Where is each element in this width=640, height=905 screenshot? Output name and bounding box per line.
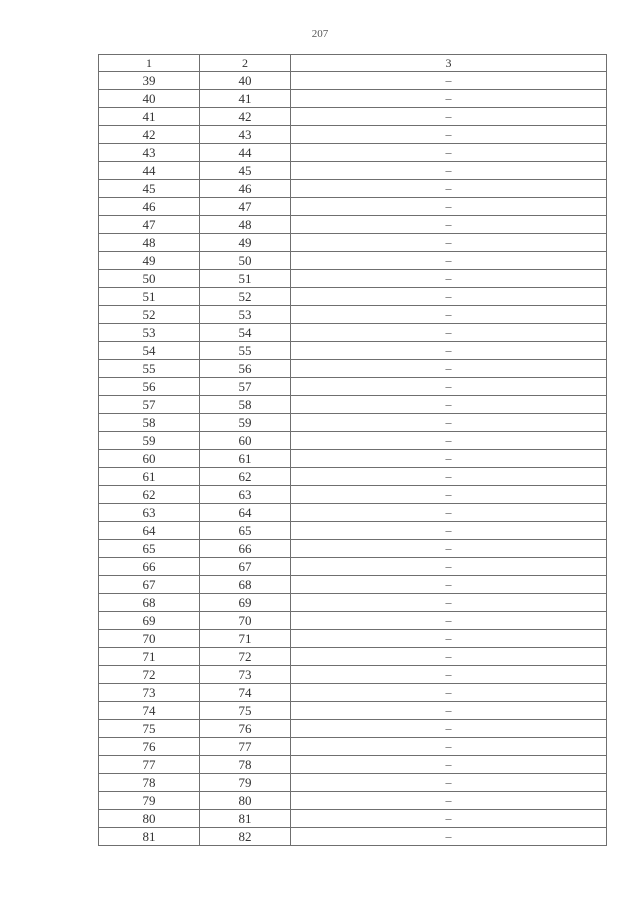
table-row: [99, 414, 607, 432]
column-header-1: 1: [99, 55, 200, 72]
table-cell-col-2: 46: [200, 180, 291, 198]
table-cell-col-2: 64: [200, 504, 291, 522]
table-cell-col-2: 45: [200, 162, 291, 180]
table-row: [99, 324, 607, 342]
table-cell-col-2: 63: [200, 486, 291, 504]
table-cell-col-3: –: [291, 378, 607, 396]
table-cell-col-1: 80: [99, 810, 200, 828]
table-row: [99, 216, 607, 234]
table-cell-col-2: 54: [200, 324, 291, 342]
table-cell-col-3: –: [291, 558, 607, 576]
table-cell-col-1: 44: [99, 162, 200, 180]
table-cell-col-2: 77: [200, 738, 291, 756]
table-cell-col-1: 71: [99, 648, 200, 666]
table-cell-col-1: 76: [99, 738, 200, 756]
page-number: 207: [311, 28, 329, 40]
table-cell-col-3: –: [291, 720, 607, 738]
table-cell-col-2: 70: [200, 612, 291, 630]
table-cell-col-2: 72: [200, 648, 291, 666]
table-cell-col-1: 49: [99, 252, 200, 270]
table-cell-col-2: 58: [200, 396, 291, 414]
table-cell-col-3: –: [291, 576, 607, 594]
table-cell-col-2: 60: [200, 432, 291, 450]
table-row: [99, 558, 607, 576]
table-cell-col-1: 62: [99, 486, 200, 504]
table-cell-col-1: 59: [99, 432, 200, 450]
table-header-row: [99, 55, 607, 72]
table-cell-col-2: 41: [200, 90, 291, 108]
table-cell-col-3: –: [291, 360, 607, 378]
table-cell-col-1: 41: [99, 108, 200, 126]
table-cell-col-1: 57: [99, 396, 200, 414]
table-cell-col-3: –: [291, 324, 607, 342]
table-cell-col-3: –: [291, 252, 607, 270]
table-cell-col-1: 65: [99, 540, 200, 558]
table-cell-col-2: 57: [200, 378, 291, 396]
table-cell-col-2: 55: [200, 342, 291, 360]
table-cell-col-3: –: [291, 684, 607, 702]
table-cell-col-1: 53: [99, 324, 200, 342]
table-row: [99, 720, 607, 738]
table-row: [99, 522, 607, 540]
table-cell-col-3: –: [291, 702, 607, 720]
table-cell-col-3: –: [291, 468, 607, 486]
table-cell-col-1: 70: [99, 630, 200, 648]
table-row: [99, 540, 607, 558]
table-cell-col-3: –: [291, 594, 607, 612]
table-cell-col-3: –: [291, 828, 607, 846]
table-cell-col-2: 44: [200, 144, 291, 162]
table-cell-col-1: 68: [99, 594, 200, 612]
table-cell-col-1: 50: [99, 270, 200, 288]
table-cell-col-1: 79: [99, 792, 200, 810]
table-cell-col-2: 69: [200, 594, 291, 612]
table-row: [99, 396, 607, 414]
table-cell-col-2: 75: [200, 702, 291, 720]
table-cell-col-1: 61: [99, 468, 200, 486]
table-cell-col-2: 68: [200, 576, 291, 594]
table-row: [99, 162, 607, 180]
table-row: [99, 684, 607, 702]
table-cell-col-2: 62: [200, 468, 291, 486]
table-cell-col-3: –: [291, 666, 607, 684]
table-cell-col-1: 40: [99, 90, 200, 108]
table-row: [99, 450, 607, 468]
table-row: [99, 594, 607, 612]
table-cell-col-2: 76: [200, 720, 291, 738]
table-cell-col-3: –: [291, 126, 607, 144]
table-cell-col-2: 53: [200, 306, 291, 324]
table-cell-col-3: –: [291, 738, 607, 756]
table-cell-col-3: –: [291, 342, 607, 360]
table-cell-col-1: 55: [99, 360, 200, 378]
table-cell-col-3: –: [291, 648, 607, 666]
table-row: [99, 288, 607, 306]
table-row: [99, 468, 607, 486]
table-cell-col-2: 74: [200, 684, 291, 702]
table-row: [99, 756, 607, 774]
table-cell-col-3: –: [291, 198, 607, 216]
table-cell-col-3: –: [291, 396, 607, 414]
table-row: [99, 666, 607, 684]
table-cell-col-2: 78: [200, 756, 291, 774]
table-row: [99, 630, 607, 648]
table-cell-col-2: 71: [200, 630, 291, 648]
table-row: [99, 792, 607, 810]
table-cell-col-3: –: [291, 72, 607, 90]
table-cell-col-1: 73: [99, 684, 200, 702]
table-row: [99, 486, 607, 504]
table-cell-col-3: –: [291, 792, 607, 810]
table-cell-col-3: –: [291, 432, 607, 450]
data-table: [98, 54, 607, 846]
table-cell-col-1: 66: [99, 558, 200, 576]
table-cell-col-1: 78: [99, 774, 200, 792]
column-header-3: 3: [291, 55, 607, 72]
table-row: [99, 504, 607, 522]
table-cell-col-1: 45: [99, 180, 200, 198]
table-row: [99, 144, 607, 162]
table-cell-col-3: –: [291, 270, 607, 288]
table-cell-col-3: –: [291, 162, 607, 180]
table-cell-col-2: 42: [200, 108, 291, 126]
table-cell-col-2: 48: [200, 216, 291, 234]
table-row: [99, 342, 607, 360]
table-cell-col-3: –: [291, 414, 607, 432]
table-cell-col-2: 50: [200, 252, 291, 270]
column-header-2: 2: [200, 55, 291, 72]
table-cell-col-2: 82: [200, 828, 291, 846]
table-cell-col-1: 74: [99, 702, 200, 720]
table-row: [99, 252, 607, 270]
table-cell-col-1: 69: [99, 612, 200, 630]
table-cell-col-1: 51: [99, 288, 200, 306]
table-cell-col-3: –: [291, 234, 607, 252]
table-body: [99, 72, 607, 846]
table-row: [99, 810, 607, 828]
table-cell-col-1: 47: [99, 216, 200, 234]
table-row: [99, 576, 607, 594]
table-cell-col-1: 54: [99, 342, 200, 360]
table-cell-col-2: 61: [200, 450, 291, 468]
table-cell-col-3: –: [291, 612, 607, 630]
table-cell-col-3: –: [291, 288, 607, 306]
table-cell-col-2: 40: [200, 72, 291, 90]
table-row: [99, 108, 607, 126]
table-cell-col-2: 43: [200, 126, 291, 144]
table-cell-col-3: –: [291, 810, 607, 828]
table-cell-col-1: 42: [99, 126, 200, 144]
table-cell-col-1: 77: [99, 756, 200, 774]
table-cell-col-3: –: [291, 486, 607, 504]
table-row: [99, 774, 607, 792]
table-cell-col-3: –: [291, 774, 607, 792]
table-cell-col-3: –: [291, 90, 607, 108]
table-cell-col-1: 60: [99, 450, 200, 468]
table-cell-col-2: 66: [200, 540, 291, 558]
table-cell-col-1: 48: [99, 234, 200, 252]
table-cell-col-2: 79: [200, 774, 291, 792]
table-cell-col-1: 58: [99, 414, 200, 432]
table-cell-col-3: –: [291, 450, 607, 468]
table-cell-col-1: 52: [99, 306, 200, 324]
table-row: [99, 72, 607, 90]
table-row: [99, 738, 607, 756]
table-cell-col-1: 75: [99, 720, 200, 738]
table-cell-col-2: 65: [200, 522, 291, 540]
table-cell-col-3: –: [291, 504, 607, 522]
table-cell-col-3: –: [291, 180, 607, 198]
table-row: [99, 378, 607, 396]
table-cell-col-3: –: [291, 540, 607, 558]
table-row: [99, 828, 607, 846]
table-cell-col-2: 56: [200, 360, 291, 378]
table-cell-col-1: 63: [99, 504, 200, 522]
table-cell-col-2: 51: [200, 270, 291, 288]
table-row: [99, 198, 607, 216]
table-cell-col-3: –: [291, 522, 607, 540]
table-row: [99, 270, 607, 288]
table-cell-col-1: 43: [99, 144, 200, 162]
table-cell-col-1: 81: [99, 828, 200, 846]
table-cell-col-2: 52: [200, 288, 291, 306]
table-cell-col-1: 72: [99, 666, 200, 684]
table-cell-col-1: 46: [99, 198, 200, 216]
table-row: [99, 180, 607, 198]
table-row: [99, 234, 607, 252]
table-cell-col-2: 73: [200, 666, 291, 684]
table-row: [99, 648, 607, 666]
table-cell-col-3: –: [291, 144, 607, 162]
table-cell-col-1: 64: [99, 522, 200, 540]
table-row: [99, 360, 607, 378]
table-cell-col-2: 49: [200, 234, 291, 252]
table-row: [99, 702, 607, 720]
table-cell-col-3: –: [291, 216, 607, 234]
table-row: [99, 306, 607, 324]
table-cell-col-1: 67: [99, 576, 200, 594]
table-cell-col-2: 80: [200, 792, 291, 810]
table-row: [99, 612, 607, 630]
table-row: [99, 432, 607, 450]
table-cell-col-3: –: [291, 756, 607, 774]
table-cell-col-2: 81: [200, 810, 291, 828]
table-cell-col-1: 39: [99, 72, 200, 90]
table-row: [99, 126, 607, 144]
table-cell-col-2: 59: [200, 414, 291, 432]
table-cell-col-3: –: [291, 108, 607, 126]
table-cell-col-2: 47: [200, 198, 291, 216]
table-cell-col-2: 67: [200, 558, 291, 576]
table-cell-col-1: 56: [99, 378, 200, 396]
table-cell-col-3: –: [291, 306, 607, 324]
table-row: [99, 90, 607, 108]
table-cell-col-3: –: [291, 630, 607, 648]
